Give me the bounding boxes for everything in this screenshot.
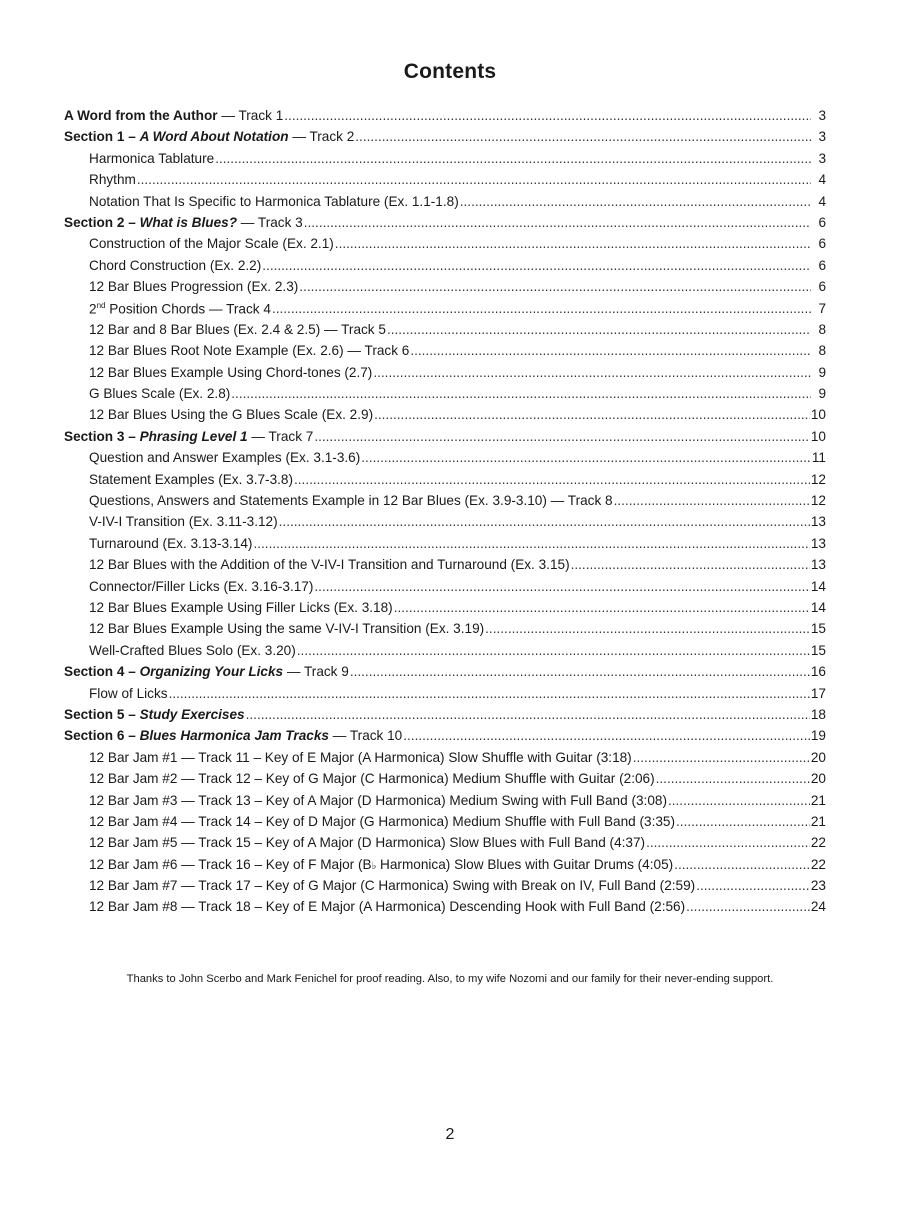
toc-entry-label: Statement Examples (Ex. 3.7-3.8) [89, 471, 293, 487]
toc-subentry[interactable] [64, 621, 826, 642]
toc-section-title: Organizing Your Licks [139, 664, 284, 680]
toc-entry-label: Section 4 – [64, 664, 140, 680]
toc-subentry[interactable] [64, 279, 826, 300]
toc-entry-author[interactable] [64, 108, 826, 129]
toc-section-title: Blues Harmonica Jam Tracks [139, 728, 329, 744]
toc-page-number: 13 [810, 514, 826, 530]
toc-entry-suffix: — Track 10 [328, 728, 403, 744]
toc-section-title: Phrasing Level 1 [139, 428, 248, 444]
dot-leader [246, 707, 810, 722]
ordinal-suffix: nd [96, 300, 106, 310]
toc-page-number: 7 [818, 301, 826, 317]
toc-page-number: 10 [810, 407, 826, 423]
toc-entry-label: 12 Bar Blues Example Using Filler Licks (Ex. 3.18) [89, 599, 393, 615]
toc-entry-label: 12 Bar Jam #7 — Track 17 – Key of G Major (C Harmonica) Swing with Break on IV, Full Band (2:59) [89, 878, 696, 894]
acknowledgements: Thanks to John Scerbo and Mark Fenichel for proof reading. Also, to my wife Nozomi and our family for their never-ending support. [126, 973, 774, 985]
toc-page-number: 4 [818, 172, 826, 188]
toc-entry-label: G Blues Scale (Ex. 2.8) [89, 386, 231, 402]
toc-entry-label: 12 Bar Blues Root Note Example (Ex. 2.6) — Track 6 [89, 343, 410, 359]
toc-entry-label: Section 6 – [64, 728, 140, 744]
toc-entry-label: Questions, Answers and Statements Example in 12 Bar Blues (Ex. 3.9-3.10) — Track 8 [89, 493, 613, 509]
dot-leader [355, 129, 811, 144]
toc-jam-track[interactable] [64, 857, 826, 878]
toc-entry-suffix: — Track 7 [247, 428, 314, 444]
dot-leader [686, 899, 810, 914]
toc-page-number: 15 [810, 621, 826, 637]
toc-entry-label: 12 Bar Blues Example Using Chord-tones (2.7) [89, 364, 373, 380]
toc-entry-label: Section 3 – [64, 428, 140, 444]
dot-leader [571, 557, 810, 572]
dot-leader [633, 750, 810, 765]
dot-leader [304, 215, 811, 230]
toc-section-title: Study Exercises [139, 706, 245, 722]
toc-jam-track[interactable] [64, 878, 826, 899]
toc-subentry[interactable] [64, 151, 826, 172]
toc-subentry[interactable] [64, 472, 826, 493]
toc-subentry[interactable] [64, 493, 826, 514]
toc-subentry[interactable] [64, 579, 826, 600]
dot-leader [387, 322, 811, 337]
toc-entry-label: Rhythm [89, 172, 136, 188]
toc-page-number: 14 [810, 578, 826, 594]
toc-page-number: 13 [810, 535, 826, 551]
toc-subentry[interactable] [64, 322, 826, 343]
dot-leader [403, 728, 810, 743]
page-title: Contents [403, 60, 497, 83]
toc-entry-label: 12 Bar Blues with the Addition of the V-IV-I Transition and Turnaround (Ex. 3.15) [89, 557, 570, 573]
toc-jam-track[interactable] [64, 899, 826, 920]
toc-subentry[interactable] [64, 557, 826, 578]
toc-entry-label: 12 Bar and 8 Bar Blues (Ex. 2.4 & 2.5) — Track 5 [89, 321, 386, 337]
toc-section-5[interactable] [64, 707, 826, 728]
dot-leader [284, 108, 811, 123]
table-of-contents [64, 108, 826, 921]
toc-subentry[interactable] [64, 686, 826, 707]
dot-leader [279, 514, 810, 529]
dot-leader [361, 450, 811, 465]
toc-page-number: 8 [818, 343, 826, 359]
dot-leader [656, 771, 810, 786]
toc-page-number: 3 [818, 108, 826, 123]
toc-entry-label: 12 Bar Jam #1 — Track 11 – Key of E Major (A Harmonica) Slow Shuffle with Guitar (3:18) [89, 749, 632, 765]
dot-leader [297, 643, 810, 658]
toc-page-number: 4 [818, 193, 826, 209]
dot-leader [272, 301, 811, 316]
dot-leader [350, 664, 810, 679]
toc-section-title: What is Blues? [139, 214, 237, 230]
toc-entry-label: A Word from the Author [64, 108, 218, 123]
toc-subentry[interactable] [64, 172, 826, 193]
toc-subentry[interactable] [64, 600, 826, 621]
toc-entry-label: Turnaround (Ex. 3.13-3.14) [89, 535, 253, 551]
toc-page-number: 18 [810, 706, 826, 722]
toc-subentry[interactable] [64, 301, 826, 322]
toc-section-1[interactable] [64, 129, 826, 150]
toc-page-number: 16 [810, 664, 826, 680]
dot-leader [668, 793, 810, 808]
toc-section-2[interactable] [64, 215, 826, 236]
dot-leader [646, 835, 810, 850]
toc-page-number: 22 [810, 835, 826, 851]
toc-section-6[interactable] [64, 728, 826, 749]
toc-entry-label: Section 5 – [64, 706, 140, 722]
toc-page-number: 21 [810, 792, 826, 808]
toc-entry-label: 12 Bar Jam #6 — Track 16 – Key of F Major (B [89, 856, 372, 872]
toc-subentry[interactable] [64, 365, 826, 386]
toc-entry-label: 12 Bar Blues Example Using the same V-IV-I Transition (Ex. 3.19) [89, 621, 485, 637]
toc-entry-label: V-IV-I Transition (Ex. 3.11-3.12) [89, 514, 278, 530]
toc-entry-label-rest: Position Chords — Track 4 [105, 301, 271, 317]
dot-leader [169, 686, 810, 701]
toc-section-3[interactable] [64, 429, 826, 450]
toc-entry-suffix: — Track 9 [283, 664, 349, 680]
toc-entry-label: 12 Bar Jam #5 — Track 15 – Key of A Major (D Harmonica) Slow Blues with Full Band (4:37) [89, 835, 646, 851]
toc-page-number: 11 [811, 450, 826, 466]
toc-jam-track[interactable] [64, 793, 826, 814]
dot-leader [253, 536, 809, 551]
toc-entry-label: Question and Answer Examples (Ex. 3.1-3.6) [89, 450, 361, 466]
toc-jam-track[interactable] [64, 835, 826, 856]
dot-leader [373, 365, 811, 380]
toc-page-number: 22 [810, 856, 826, 872]
toc-entry-label: 12 Bar Jam #2 — Track 12 – Key of G Major (C Harmonica) Medium Shuffle with Guitar (2:06) [89, 771, 655, 787]
toc-page-number: 24 [810, 899, 826, 915]
toc-entry-label: Construction of the Major Scale (Ex. 2.1) [89, 236, 334, 252]
toc-subentry[interactable] [64, 643, 826, 664]
toc-subentry[interactable] [64, 194, 826, 215]
toc-page-number: 17 [810, 685, 826, 701]
toc-page-number: 20 [810, 749, 826, 765]
toc-page-number: 10 [810, 428, 826, 444]
toc-entry-label: Flow of Licks [89, 685, 168, 701]
dot-leader [676, 814, 810, 829]
toc-page-number: 14 [810, 599, 826, 615]
toc-entry-suffix: — Track 1 [217, 108, 284, 123]
toc-subentry[interactable] [64, 236, 826, 257]
toc-page-number: 21 [810, 813, 826, 829]
toc-subentry[interactable] [64, 514, 826, 535]
toc-page-number: 12 [810, 493, 826, 509]
toc-page-number: 9 [818, 364, 826, 380]
toc-entry-suffix: — Track 2 [288, 129, 355, 145]
dot-leader [485, 621, 810, 636]
toc-entry-label: Chord Construction (Ex. 2.2) [89, 257, 262, 273]
toc-page-number: 23 [810, 878, 826, 894]
toc-page-number: 6 [818, 236, 826, 252]
toc-entry-label-rest: Harmonica) Slow Blues with Guitar Drums (4:05) [376, 856, 674, 872]
dot-leader [314, 579, 809, 594]
toc-subentry[interactable] [64, 258, 826, 279]
toc-entry-label: 2 [89, 301, 97, 317]
toc-entry-label: Well-Crafted Blues Solo (Ex. 3.20) [89, 642, 296, 658]
toc-entry-label: Notation That Is Specific to Harmonica Tablature (Ex. 1.1-1.8) [89, 193, 459, 209]
toc-page-number: 6 [818, 214, 826, 230]
toc-page-number: 8 [818, 321, 826, 337]
dot-leader [215, 151, 811, 166]
toc-page-number: 3 [818, 129, 826, 145]
dot-leader [460, 194, 811, 209]
toc-page-number: 15 [810, 642, 826, 658]
flat-symbol: ♭ [371, 860, 377, 872]
toc-page-number: 6 [818, 279, 826, 295]
toc-entry-label: 12 Bar Blues Using the G Blues Scale (Ex. 2.9) [89, 407, 374, 423]
toc-entry-label: Section 2 – [64, 214, 140, 230]
toc-page-number: 6 [818, 257, 826, 273]
toc-subentry[interactable] [64, 343, 826, 364]
toc-subentry[interactable] [64, 536, 826, 557]
toc-section-4[interactable] [64, 664, 826, 685]
toc-entry-label: Harmonica Tablature [89, 150, 215, 166]
dot-leader [262, 258, 811, 273]
toc-page-number: 3 [818, 150, 826, 166]
toc-entry-label: 12 Bar Blues Progression (Ex. 2.3) [89, 279, 299, 295]
toc-jam-track[interactable] [64, 771, 826, 792]
toc-entry-label: Section 1 – [64, 129, 140, 145]
toc-page-number: 19 [810, 728, 826, 744]
dot-leader [231, 386, 811, 401]
toc-page-number: 13 [810, 557, 826, 573]
toc-page-number: 12 [810, 471, 826, 487]
toc-subentry[interactable] [64, 407, 826, 428]
dot-leader [410, 343, 811, 358]
page-number: 2 [445, 1126, 455, 1143]
dot-leader [674, 857, 810, 872]
dot-leader [314, 429, 810, 444]
dot-leader [394, 600, 810, 615]
dot-leader [374, 407, 810, 422]
dot-leader [335, 236, 811, 251]
toc-entry-label: 12 Bar Jam #8 — Track 18 – Key of E Major (A Harmonica) Descending Hook with Full Band (2:56) [89, 899, 686, 915]
toc-entry-label: 12 Bar Jam #4 — Track 14 – Key of D Major (G Harmonica) Medium Shuffle with Full Band (3:35) [89, 813, 676, 829]
toc-entry-label: 12 Bar Jam #3 — Track 13 – Key of A Major (D Harmonica) Medium Swing with Full Band (3:08) [89, 792, 667, 808]
toc-jam-track[interactable] [64, 814, 826, 835]
dot-leader [299, 279, 811, 294]
toc-section-title: A Word About Notation [139, 129, 289, 145]
toc-entry-label: Connector/Filler Licks (Ex. 3.16-3.17) [89, 578, 314, 594]
dot-leader [137, 172, 811, 187]
toc-subentry[interactable] [64, 450, 826, 471]
toc-page-number: 20 [810, 771, 826, 787]
dot-leader [294, 472, 810, 487]
toc-subentry[interactable] [64, 386, 826, 407]
toc-page-number: 9 [818, 386, 826, 402]
toc-jam-track[interactable] [64, 750, 826, 771]
toc-entry-suffix: — Track 3 [237, 214, 303, 230]
dot-leader [614, 493, 810, 508]
dot-leader [696, 878, 810, 893]
